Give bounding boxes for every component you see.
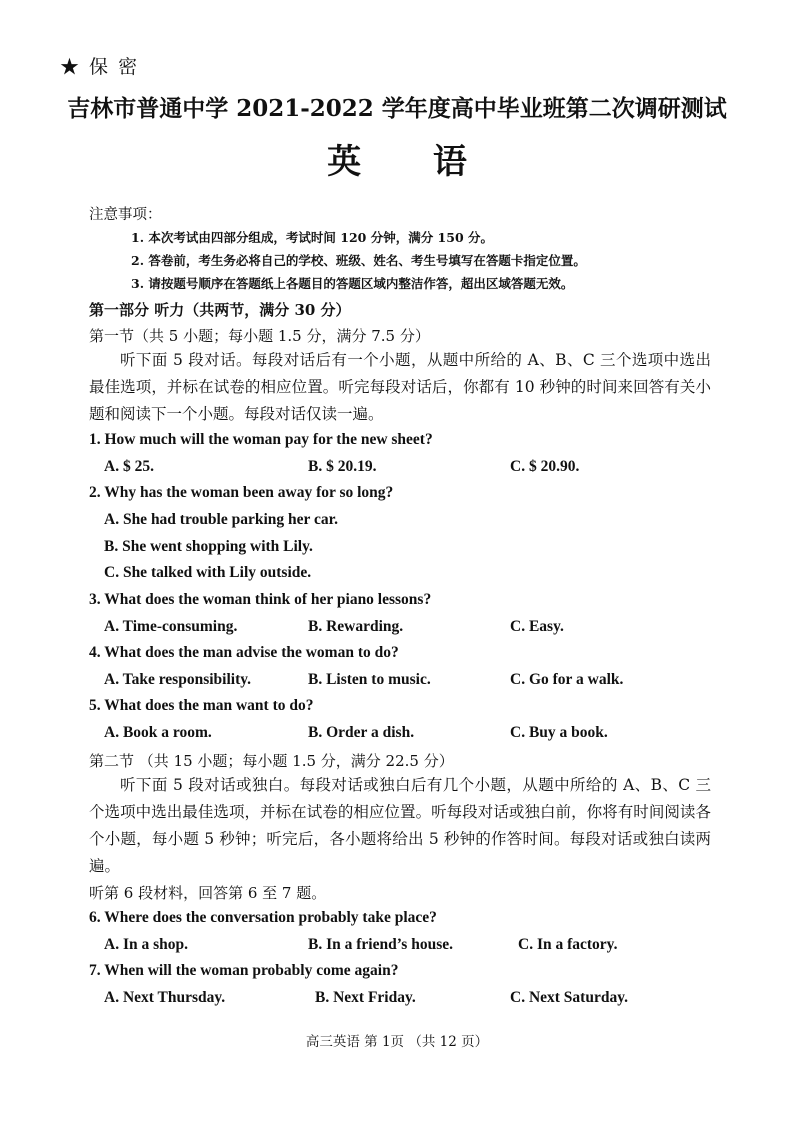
notice-item-3: 3. 请按题号顺序在答题纸上各题目的答题区域内整洁作答，超出区域答题无效。 [131,276,574,291]
section2-heading: 第二节 （共 15 小题；每小题 1.5 分，满分 22.5 分） [89,752,454,770]
q4-option-c: C. Go for a walk. [510,671,624,688]
question-3: 3. What does the woman think of her piano lessons? [89,591,432,608]
part1-heading: 第一部分 听力（共两节，满分 30 分） [89,301,351,319]
question-7: 7. When will the woman probably come again? [89,962,399,979]
q3-option-a: A. Time-consuming. [104,618,238,635]
notice-item-1: 1. 本次考试由四部分组成，考试时间 120 分钟，满分 150 分。 [131,230,493,245]
section1-heading: 第一节（共 5 小题；每小题 1.5 分，满分 7.5 分） [89,327,430,345]
confidential-mark: ★ 保 密 [60,56,140,78]
q7-option-b: B. Next Friday. [315,989,416,1006]
q6-option-c: C. In a factory. [518,936,618,953]
q6-option-b: B. In a friend’s house. [308,936,453,953]
q7-option-c: C. Next Saturday. [510,989,628,1006]
section1-instructions: 听下面 5 段对话。每段对话后有一个小题，从题中所给的 A、B、C 三个选项中选出最佳选项，并标在试卷的相应位置。听完每段对话后，你都有 10 秒钟的时间来回答有关小题和阅读下一个小题。每段对话仅读一遍。 [89,351,711,423]
notice-heading: 注意事项： [89,207,162,223]
q4-option-a: A. Take responsibility. [104,671,252,688]
section2-instructions: 听下面 5 段对话或独白。每段对话或独白后有几个小题，从题中所给的 A、B、C 三个选项中选出最佳选项，并标在试卷的相应位置。听每段对话或独白前，你将有时间阅读各个小题，每小题 5 秒钟；听完后，各小题将给出 5 秒钟的作答时间。每段对话或独白读两遍。 [89,776,711,875]
question-4: 4. What does the man advise the woman to do? [89,644,399,661]
page-footer: 高三英语 第 1页 （共 12 页） [305,1034,489,1050]
q3-option-b: B. Rewarding. [308,618,404,635]
q1-option-a: A. $ 25. [104,458,154,475]
q1-option-c: C. $ 20.90. [510,458,580,475]
question-2: 2. Why has the woman been away for so long? [89,484,394,501]
q5-option-b: B. Order a dish. [308,724,415,741]
exam-title: 吉林市普通中学 2021-2022 学年度高中毕业班第二次调研测试 [67,95,727,122]
q2-option-c: C. She talked with Lily outside. [104,564,312,581]
question-5: 5. What does the man want to do? [89,697,314,714]
q3-option-c: C. Easy. [510,618,564,635]
question-1: 1. How much will the woman pay for the new sheet? [89,431,433,448]
question-6: 6. Where does the conversation probably take place? [89,909,437,926]
q1-option-b: B. $ 20.19. [308,458,377,475]
q2-option-b: B. She went shopping with Lily. [104,538,313,555]
q5-option-a: A. Book a room. [104,724,212,741]
subject-title: 英 语 [327,142,497,182]
q7-option-a: A. Next Thursday. [104,989,226,1006]
q2-option-a: A. She had trouble parking her car. [104,511,338,528]
notice-item-2: 2. 答卷前，考生务必将自己的学校、班级、姓名、考生号填写在答题卡指定位置。 [131,253,586,268]
q4-option-b: B. Listen to music. [308,671,431,688]
q5-option-c: C. Buy a book. [510,724,608,741]
material-6-heading: 听第 6 段材料，回答第 6 至 7 题。 [89,884,327,902]
q6-option-a: A. In a shop. [104,936,188,953]
